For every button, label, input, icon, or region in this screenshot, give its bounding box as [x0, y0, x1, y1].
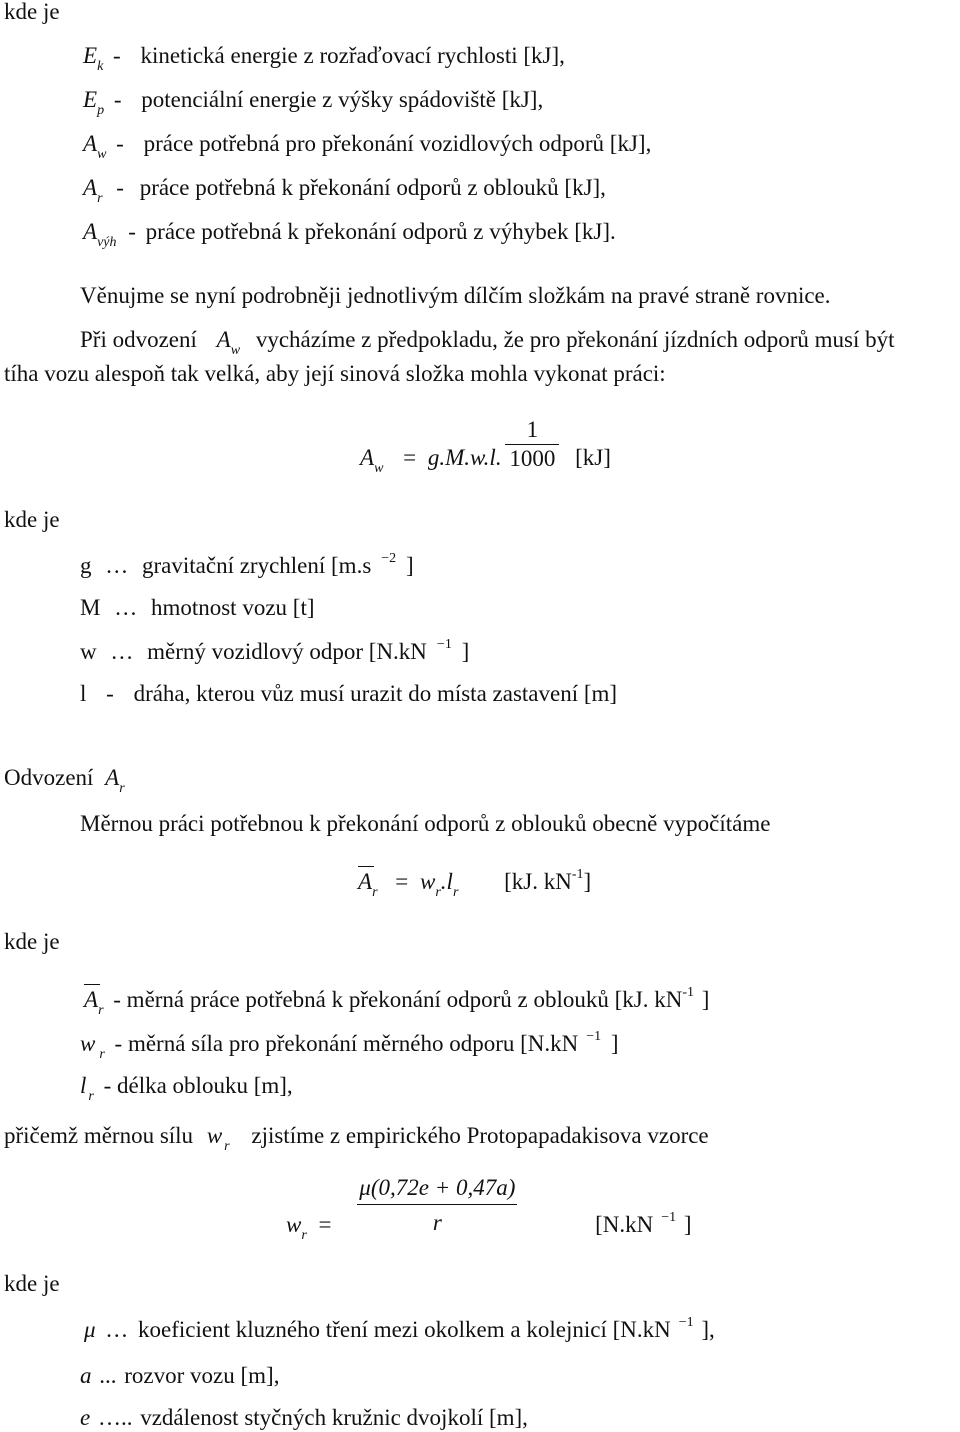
fraction: $\frac{\mu(0,72e + 0,47a)}{r}$ — [359, 1175, 516, 1235]
definition-row: w $_r$ - měrná síla pro překonání měrného odporu [N.kN $^{-1}$ ] — [80, 1029, 619, 1062]
kde-je-label: kde je — [4, 0, 60, 24]
kde-je-label: kde je — [4, 929, 60, 954]
fraction: $\frac{1}{1000}$ — [505, 416, 559, 472]
paragraph-protopapadakis: přičemž měrnou sílu w $_r$ zjistíme z empirického Protopapadakisova vzorce — [4, 1123, 709, 1154]
equation-ar: $A_r = w_r.l_r$ [kJ. $kN^{-1}$] — [358, 867, 592, 900]
definition-row: $A_r$ - měrná práce potřebná k překonání odporů z oblouků [kJ. $kN^{-1}$ ] — [84, 985, 710, 1018]
paragraph-derivation-aw: Při odvození $A_w$ vycházíme z předpokladu, že pro překonání jízdních odporů musí být — [80, 327, 895, 358]
definition-row: $A_w$ - práce potřebná pro překonání vozidlových odporů [kJ], — [83, 131, 652, 162]
definition-row: e ….. vzdálenost styčných kružnic dvojkolí [m], — [80, 1405, 528, 1430]
definition-row: $A_r$ - práce potřebná k překonání odporů z oblouků [kJ], — [83, 175, 606, 206]
equation-wr: $w_r$ = $\frac{\mu(0,72e + 0,47a)}{r}$ [N.kN $_{-1}$ ] — [286, 1175, 692, 1244]
section-heading-ar: Odvození $A_r$ — [4, 765, 125, 796]
definition-row: l $_r$ - délka oblouku [m], — [80, 1073, 293, 1104]
definition-row: $A_{výh}$ - práce potřebná k překonání odporů z výhybek [kJ]. — [83, 219, 616, 250]
paragraph-derivation-aw-line2: tíha vozu alespoň tak velká, aby její sinová složka mohla vykonat práci: — [4, 361, 666, 386]
equation-aw: $A_w = g.M.w.l$. $\frac{1}{1000}$ [kJ] — [360, 417, 611, 477]
definition-row: $E_p$ - potenciální energie z výšky spádoviště [kJ], — [83, 87, 544, 118]
definition-row: $E_k$ - kinetická energie z rozřaďovací rychlosti [kJ], — [83, 43, 565, 74]
definition-row: μ … koeficient kluzného tření mezi okolkem a kolejnicí [N.kN $^{-1}$ ], — [84, 1315, 715, 1342]
kde-je-label: kde je — [4, 507, 60, 532]
definition-row: M … hmotnost vozu [t] — [80, 595, 315, 620]
paragraph-intro: Věnujme se nyní podrobněji jednotlivým dílčím složkám na pravé straně rovnice. — [80, 283, 831, 308]
paragraph-ar-intro: Měrnou práci potřebnou k překonání odporů z oblouků obecně vypočítáme — [80, 811, 771, 836]
definition-row: l - dráha, kterou vůz musí urazit do místa zastavení [m] — [80, 681, 618, 706]
definition-row: a ... rozvor vozu [m], — [80, 1363, 280, 1388]
definition-row: w … měrný vozidlový odpor [N.kN $^{-1}$ ] — [80, 637, 470, 664]
kde-je-label: kde je — [4, 1271, 60, 1296]
definition-row: g … gravitační zrychlení [m.s $^{-2}$ ] — [80, 551, 414, 578]
